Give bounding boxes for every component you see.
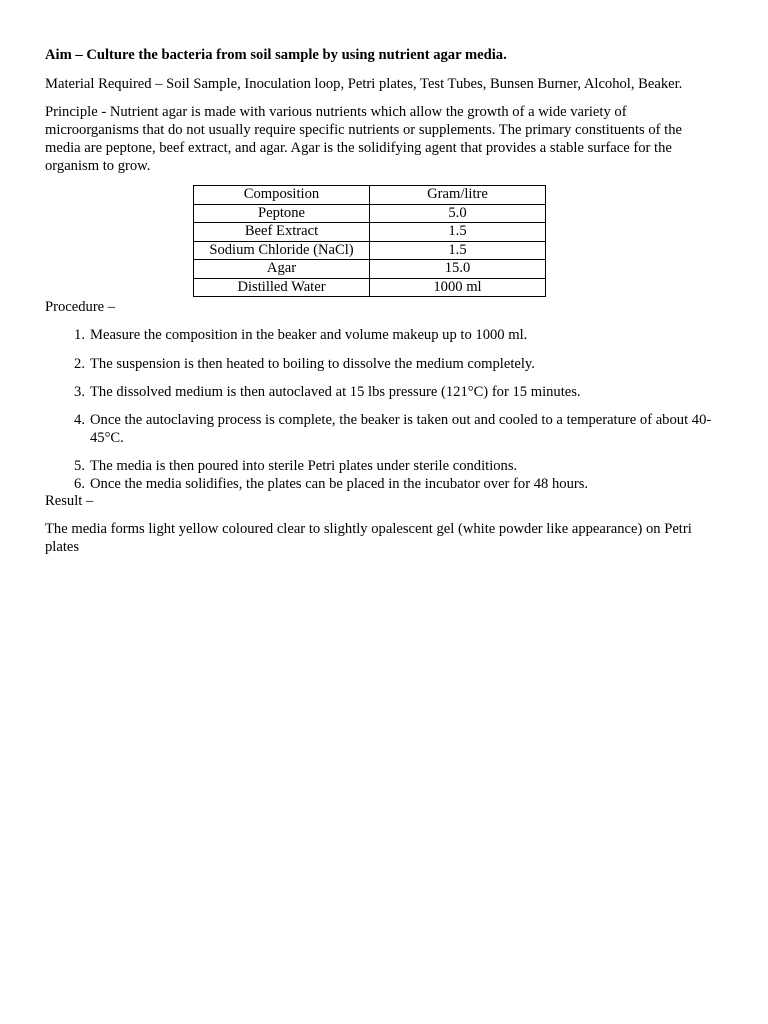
step-number: 1. [74, 327, 85, 343]
table-cell: Distilled Water [194, 278, 370, 297]
step-number: 3. [74, 384, 85, 400]
result-heading: Result – [45, 493, 94, 509]
table-header-cell: Gram/litre [370, 186, 546, 205]
table-row [194, 223, 546, 242]
table-row [194, 278, 546, 297]
result-paragraph: The media forms light yellow coloured clear to slightly opalescent gel (white powder like appearance) on Petri plates [45, 521, 692, 555]
aim-heading: Aim – Culture the bacteria from soil sample by using nutrient agar media. [45, 47, 507, 63]
table-cell: 1000 ml [370, 278, 546, 297]
principle-paragraph: Principle - Nutrient agar is made with various nutrients which allow the growth of a wide variety of microorganisms that do not usually require specific nutrients or supplements. The primary constituents of the media are peptone, beef extract, and agar. Agar is the solidifying agent that provides a stable surface for the organism to grow. [45, 104, 682, 174]
table-row [194, 260, 546, 279]
table-cell: 5.0 [370, 204, 546, 223]
step-text: The media is then poured into sterile Petri plates under sterile conditions. [90, 458, 518, 474]
table-cell: 15.0 [370, 260, 546, 279]
table-row [194, 241, 546, 260]
table-cell: Agar [194, 260, 370, 279]
material-required: Material Required – Soil Sample, Inoculation loop, Petri plates, Test Tubes, Bunsen Burner, Alcohol, Beaker. [45, 76, 683, 92]
table-cell: Beef Extract [194, 223, 370, 242]
table-header-cell: Composition [194, 186, 370, 205]
table-cell: 1.5 [370, 241, 546, 260]
step-text: The suspension is then heated to boiling to dissolve the medium completely. [90, 356, 535, 372]
step-number: 4. [74, 412, 85, 428]
table-header-row [194, 186, 546, 205]
step-number: 2. [74, 356, 85, 372]
table-cell: Peptone [194, 204, 370, 223]
table-row [194, 204, 546, 223]
composition-table [193, 185, 546, 297]
step-text: Once the media solidifies, the plates can be placed in the incubator over for 48 hours. [90, 476, 589, 492]
table-cell: Sodium Chloride (NaCl) [194, 241, 370, 260]
table-cell: 1.5 [370, 223, 546, 242]
step-text: The dissolved medium is then autoclaved at 15 lbs pressure (121°C) for 15 minutes. [90, 384, 581, 400]
step-number: 6. [74, 476, 85, 492]
step-text: Once the autoclaving process is complete, the beaker is taken out and cooled to a temperature of about 40-45°C. [90, 412, 712, 446]
step-number: 5. [74, 458, 85, 474]
step-text: Measure the composition in the beaker and volume makeup up to 1000 ml. [90, 327, 528, 343]
procedure-heading: Procedure – [45, 299, 116, 315]
